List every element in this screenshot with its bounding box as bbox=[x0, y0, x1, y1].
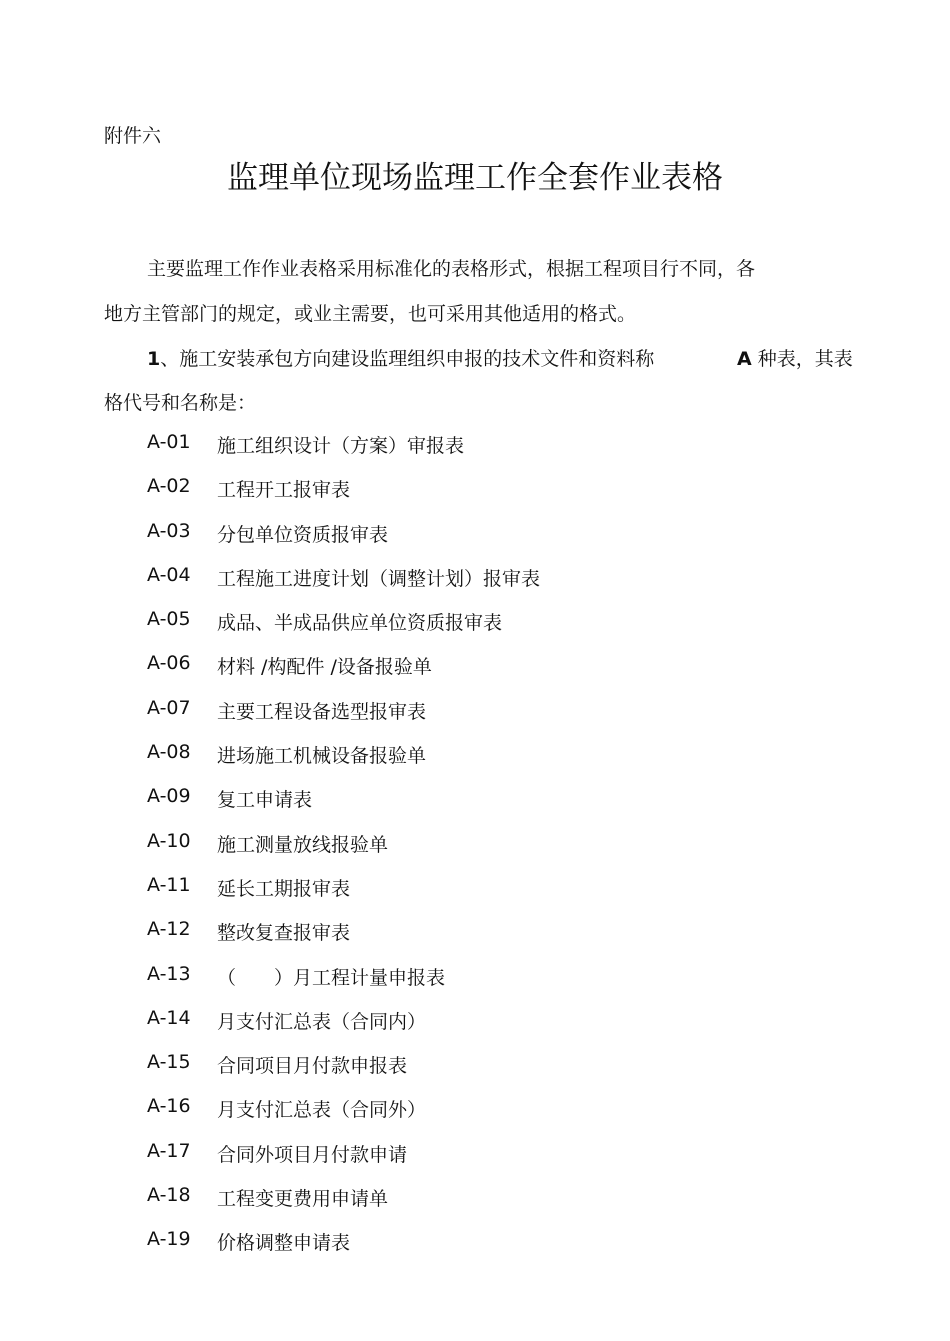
form-code: A-12 bbox=[147, 918, 191, 941]
form-code: A-01 bbox=[147, 431, 191, 453]
form-name: 成品、半成品供应单位资质报审表 bbox=[217, 612, 503, 635]
form-code: A-04 bbox=[147, 563, 191, 586]
section-1-line-2: 格代号和名称是： bbox=[104, 392, 257, 414]
form-code: A-14 bbox=[147, 1006, 191, 1029]
form-name: 分包单位资质报审表 bbox=[217, 523, 389, 546]
form-code: A-08 bbox=[147, 741, 191, 764]
form-code: A-16 bbox=[147, 1095, 191, 1118]
form-name: 工程变更费用申请单 bbox=[217, 1188, 389, 1211]
section-1-lead bbox=[147, 344, 654, 371]
form-name: 工程施工进度计划（调整计划）报审表 bbox=[217, 567, 541, 590]
class-letter: A bbox=[737, 348, 752, 370]
section-1-tail-text: 种表，其表 bbox=[751, 348, 853, 370]
document-title: 监理单位现场监理工作全套作业表格 bbox=[227, 160, 723, 196]
intro-line-1: 主要监理工作作业表格采用标准化的表格形式，根据工程项目行不同，各 bbox=[147, 258, 756, 280]
form-code: A-15 bbox=[147, 1051, 191, 1074]
form-code: A-05 bbox=[147, 608, 191, 631]
form-name: 进场施工机械设备报验单 bbox=[217, 745, 427, 768]
form-name: 整改复查报审表 bbox=[217, 922, 351, 945]
form-name: 延长工期报审表 bbox=[217, 877, 351, 900]
form-name: 主要工程设备选型报审表 bbox=[217, 700, 427, 723]
form-name: 工程开工报审表 bbox=[217, 479, 351, 502]
section-number: 1 bbox=[147, 348, 161, 370]
form-name: 施工测量放线报验单 bbox=[217, 833, 389, 856]
form-code: A-17 bbox=[147, 1139, 191, 1162]
form-name: 月支付汇总表（合同内） bbox=[217, 1010, 427, 1033]
form-code: A-07 bbox=[147, 696, 191, 719]
form-name: 价格调整申请表 bbox=[217, 1232, 351, 1255]
form-name: 月支付汇总表（合同外） bbox=[217, 1099, 427, 1122]
section-1-lead-text: 、施工安装承包方向建设监理组织申报的技术文件和资料称 bbox=[160, 348, 655, 370]
form-code: A-11 bbox=[147, 873, 191, 896]
form-name: 施工组织设计（方案）审报表 bbox=[217, 435, 465, 457]
intro-line-2: 地方主管部门的规定，或业主需要，也可采用其他适用的格式。 bbox=[104, 303, 637, 325]
form-code: A-06 bbox=[147, 652, 191, 675]
form-code: A-02 bbox=[147, 475, 191, 498]
form-code: A-18 bbox=[147, 1184, 191, 1207]
form-code: A-09 bbox=[147, 785, 191, 808]
form-code: A-19 bbox=[147, 1228, 191, 1251]
form-name: 材料 /构配件 /设备报验单 bbox=[217, 656, 432, 679]
form-name: 合同项目月付款申报表 bbox=[217, 1055, 408, 1078]
form-name: 复工申请表 bbox=[217, 789, 313, 812]
form-code: A-10 bbox=[147, 829, 191, 852]
form-name: （ ）月工程计量申报表 bbox=[217, 966, 446, 989]
form-name: 合同外项目月付款申请 bbox=[217, 1143, 408, 1166]
form-code: A-13 bbox=[147, 962, 191, 985]
attachment-label: 附件六 bbox=[104, 125, 162, 147]
section-1-tail bbox=[737, 344, 853, 371]
form-code: A-03 bbox=[147, 519, 191, 542]
